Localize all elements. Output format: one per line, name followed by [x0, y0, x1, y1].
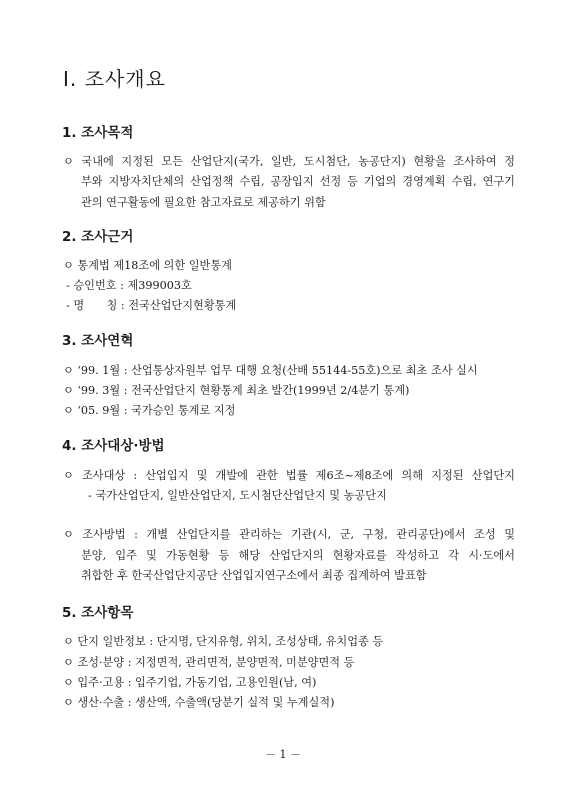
page-title: Ⅰ. 조사개요	[63, 67, 166, 91]
basis-line-2: - 승인번호 : 제399003호	[66, 279, 192, 292]
section-heading-items: 5. 조사항목	[62, 605, 134, 621]
history-line-3: ㅇ ‘05. 9월 : 국가승인 통계로 지정	[63, 404, 236, 417]
section-heading-target-method: 4. 조사대상·방법	[62, 438, 165, 454]
purpose-line-1: ㅇ 국내에 지정된 모든 산업단지(국가, 일반, 도시첨단, 농공단지) 현황을 조사하여 정	[63, 155, 515, 168]
history-line-2: ㅇ ‘99. 3월 : 전국산업단지 현황통계 최초 발간(1999년 2/4분기 통계)	[63, 384, 410, 397]
basis-line-3: - 명 칭 : 전국산업단지현황통계	[66, 299, 237, 312]
purpose-line-2: 부와 지방자치단체의 산업정책 수립, 공장입지 선정 등 기업의 경영계획 수립, 연구기	[81, 175, 515, 188]
target-line-1: ㅇ 조사대상 : 산업입지 및 개발에 관한 법률 제6조~제8조에 의해 지정된 산업단지	[63, 469, 515, 482]
method-line-1: ㅇ 조사방법 : 개별 산업단지를 관리하는 기관(시, 군, 구청, 관리공단)에서 조성 및	[63, 528, 515, 541]
section-heading-purpose: 1. 조사목적	[62, 125, 134, 141]
basis-line-1: ㅇ 통계법 제18조에 의한 일반통계	[63, 259, 232, 272]
method-line-2: 분양, 입주 및 가동현황 등 해당 산업단지의 현황자료를 작성하고 각 시·도에서	[81, 549, 515, 562]
history-line-1: ㅇ ‘99. 1월 : 산업통상자원부 업무 대행 요청(산배 55144-55호)으로 최초 조사 실시	[63, 364, 478, 377]
items-line-2: ㅇ 조성·분양 : 지정면적, 관리면적, 분양면적, 미분양면적 등	[63, 656, 355, 669]
items-line-1: ㅇ 단지 일반정보 : 단지명, 단지유형, 위치, 조성상태, 유치업종 등	[63, 635, 384, 648]
items-line-4: ㅇ 생산·수출 : 생산액, 수출액(당분기 실적 및 누계실적)	[63, 696, 335, 709]
section-heading-basis: 2. 조사근거	[62, 229, 134, 245]
target-line-2: - 국가산업단지, 일반산업단지, 도시첨단산업단지 및 농공단지	[88, 489, 387, 502]
purpose-line-3: 관의 연구활동에 필요한 참고자료로 제공하기 위함	[81, 196, 326, 209]
page-number: － 1 －	[265, 748, 301, 761]
items-line-3: ㅇ 입주·고용 : 입주기업, 가동기업, 고용인원(남, 여)	[63, 676, 317, 689]
section-heading-history: 3. 조사연혁	[62, 333, 134, 349]
method-line-3: 취합한 후 한국산업단지공단 산업입지연구소에서 최종 집계하여 발표함	[81, 569, 427, 582]
